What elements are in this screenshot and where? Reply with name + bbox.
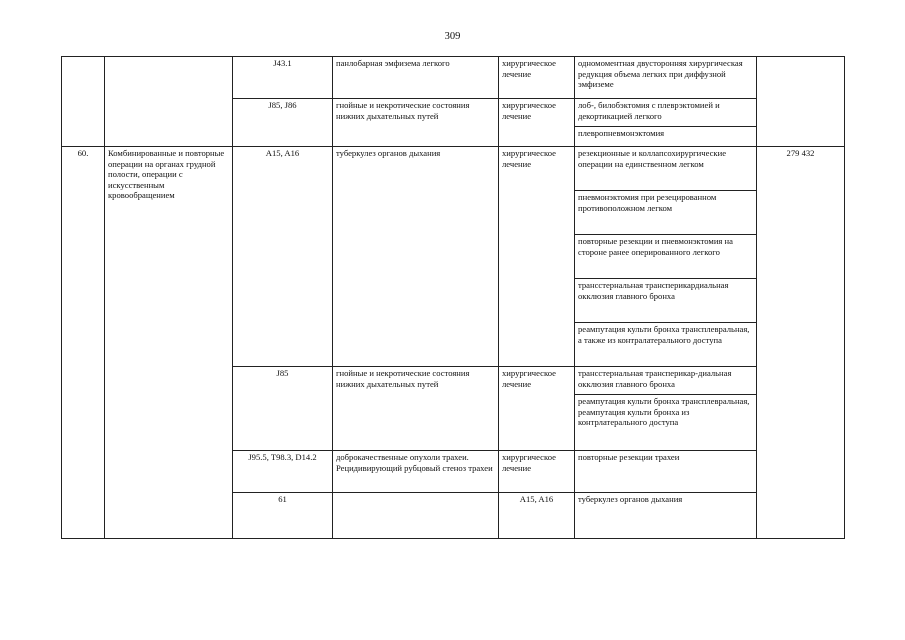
diagnosis-cell: доброкачественные опухоли трахеи. Рецидивирующий рубцовый стеноз трахеи (333, 451, 499, 493)
code-cell: A15, A16 (499, 493, 575, 539)
code-cell: J43.1 (233, 57, 333, 99)
number-cell: 60. (62, 147, 105, 539)
treatment-type-cell: хирургическое лечение (499, 57, 575, 99)
table-row (62, 57, 845, 99)
page-number: 309 (444, 31, 461, 42)
method-cell: повторные резекции и пневмонэктомия на стороне ранее оперированного легкого (575, 235, 757, 279)
diagnosis-cell: гнойные и некротические состояния нижних дыхательных путей (333, 99, 499, 147)
method-cell: одномоментная двусторонняя хирургическая редукция объема легких при диффузной эмфиземе (575, 57, 757, 99)
diagnosis-cell: гнойные и некротические состояния нижних дыхательных путей (333, 367, 499, 451)
diagnosis-cell: туберкулез органов дыхания (333, 147, 499, 367)
method-cell: реампутация культи бронха трансплевральная, реампутация культи бронха из контрлатерального доступа (575, 395, 757, 451)
number-cell (62, 57, 105, 147)
method-cell: повторные резекции трахеи (575, 451, 757, 493)
code-cell: J85, J86 (233, 99, 333, 147)
medical-care-table (61, 56, 845, 539)
method-cell: пневмонэктомия при резецированном противоположном легком (575, 191, 757, 235)
code-cell: A15, A16 (233, 147, 333, 367)
name-cell: Комбинированные и повторные операции на органах грудной полости, операции с искусственным кровообращением (105, 147, 233, 539)
cost-cell (757, 57, 845, 147)
treatment-type-cell: хирургическое лечение (499, 451, 575, 493)
code-cell: J85 (233, 367, 333, 451)
method-cell: резекционные и коллапсохирургические операции на единственном легком (575, 147, 757, 191)
treatment-type-cell: хирургическое лечение (499, 367, 575, 451)
method-cell: трансстернальная трансперикардиальная окклюзия главного бронха (575, 279, 757, 323)
table-row (62, 147, 845, 191)
method-cell: реампутация культи бронха трансплевральная, а также из контралатерального доступа (575, 323, 757, 367)
treatment-type-cell: хирургическое лечение (499, 147, 575, 367)
diagnosis-cell: туберкулез органов дыхания (575, 493, 757, 539)
code-cell: J95.5, T98.3, D14.2 (233, 451, 333, 493)
number-cell: 61 (233, 493, 333, 539)
cost-cell: 279 432 (757, 147, 845, 539)
method-cell: лоб-, билобэктомия с плеврэктомией и декортикацией легкого (575, 99, 757, 127)
method-cell: трансстернальная трансперикар-диальная окклюзия главного бронха (575, 367, 757, 395)
treatment-type-cell: хирургическое лечение (499, 99, 575, 147)
method-cell: плевропневмонэктомия (575, 127, 757, 147)
name-cell (105, 57, 233, 147)
diagnosis-cell: панлобарная эмфизема легкого (333, 57, 499, 99)
name-cell (333, 493, 499, 539)
